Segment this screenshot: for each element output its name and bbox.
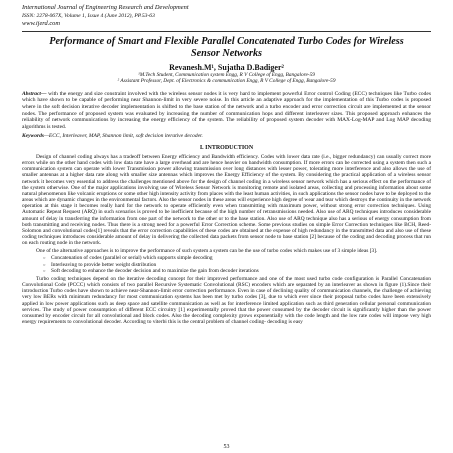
abstract-text: with the energy and size constraint involved with the wireless sensor nodes it is very hard to implement powerful Error control Coding (ECC) techniques like Turbo codes which have shown to be capable of performing near Shannon-limit in very severe noise. In this article an adaptive approach for the implementation of this Turbo codes is proposed where in the soft decision iterative decoder implementation is shifted to the base station of the network and a turbo encoder and error correction circuit are implemented at the sensor nodes. The performance of proposed system was evaluated by increasing the number of communication hops and different interleaver sizes. This proposed approach enhances the reliability of network communications by increasing the energy efficiency of the system. The reliability of proposed system decoder with MAX-Log-MAP and Log MAP decoding algorithms is tested. — [22, 90, 431, 130]
paper-title: Performance of Smart and Flexible Parallel Concatenated Turbo Codes for Wireless Sensor Networks — [49, 36, 404, 59]
list-item: ○ Interleaving to provide better weight distribution — [52, 262, 431, 268]
intro-paragraph-3: Turbo coding techniques depend on the iterative decoding concept for their improved performance and one of the most used turbo code configuration is Parallel Concatenation Convolutional Code (PCCC) which consists of two parallel Recursive Systematic Convolutional (RSC) encoders which are separated by an interleaver as shown in figure (1).Since their introduction Turbo codes have shown to achieve near-Shannon-limit error correction performance. Even in case of declining quality of communication channels, the challenge of achieving very low BERs with minimum redundancy for most communication systems has been met by turbo codes [3], due to which ever since their proposal turbo codes have been extensively applied in low power applications such as deep space and satellite communication as well as for interference limited application such as third generation cellular personal communication services. The study of power consumption of different ECC circuitry [1] experimentally proved that the power consumed by the decoder circuit is significantly higher than the power consumed by encoder circuit for all convolutional and block codes. Also the decoding complexity grows exponentially with the code length and the low rate codes will impose very high energy requirements to convolutional decoder. According to viterbi this is the central problem of channel coding- decoding is easy — [22, 275, 431, 326]
abstract — [22, 91, 431, 131]
keywords-label: Keywords — [22, 133, 44, 140]
section-heading-introduction: I. INTRODUCTION — [199, 144, 254, 151]
intro-paragraph-1: Design of channel coding always has a tradeoff between Energy efficiency and Bandwidth efficiency. Codes with lower data rate (i.e., bigger redundancy) can usually correct more errors while on the other hand codes with low data rate have a large overhead and are hence heavier on bandwidth consumption. If more errors can be corrected using a system then such a communication system can operate with lower Transmission power allowing transmission over long distances with lesser power, tolerating more interference and also allows the use of smaller antennas at a higher data rate along with smaller size antennas which improves the Energy Efficiency of the system. By considering the practical application of a wireless sensor network it becomes very essential to address the challenges mentioned above for the design of channel coding in a wireless sensor network which has a serious effect on the performance of the system otherwise. One of the major applications involving use of Wireless Sensor Network is monitoring remote and isolated areas, collecting and processing information about some natural phenomenon like volcanic eruptions or some other high intensity activity from places with the least human activities, in such applications the sensor nodes have to be deployed to the areas which are dynamic changes in the environmental factors. Also the sensor nodes in these areas will experience high degree of wear and tear which destroys the continuity in the network operation at this stage it becomes really hard for the network to operate efficiently even when transmitting with maximum power, without strong error correction techniques. Using Automatic Repeat Request (ARQ) in such scenarios is proved to be inefficient because of the high number of retransmissions needed. Also use of ARQ techniques introduces considerable amount of delay in transferring the information from one part of the network to the other or to the base station. Also use of ARQ technique also has a serious of energy consumption from both transmitting and receiving nodes. Thus there is a strong need for a powerful Error Correction scheme. Some previous studies on simple Error Correction techniques like BCH, Reed-Solomon and convolutional codes[1] reveals that the error correction capabilities of these codes are obtained at the expense of high redundancy in the transmitted data and also use of these coding techniques introduces considerable amount of delay in delivering the collected data packets from sensor node to base station [2] because of the coding and decoding process that run on each routing node in the network. — [22, 153, 431, 247]
page-number: 53 — [223, 444, 230, 450]
journal-issn: ISSN: 2278-067X, Volume 1, Issue 4 (June 2012), PP.53-63 — [22, 13, 155, 19]
intro-paragraph-2: One of the alternative approaches is to improve the performance of such system a system can be the use of turbo codes which makes use of 3 simple ideas [3]. — [36, 248, 378, 255]
list-item: ○ Concatenation of codes (parallel or serial) which supports simple decoding — [52, 255, 431, 261]
journal-name: International Journal of Engineering Research and Development — [22, 4, 189, 11]
header-rule — [22, 31, 431, 32]
keywords — [22, 133, 431, 140]
abstract-label: Abstract— — [22, 90, 47, 97]
affiliation-1: ¹M.Tech Student, Communication system Engg, R V College of Engg, Bangalore-59 — [138, 72, 315, 78]
turbo-ideas-list — [52, 255, 431, 273]
affiliation-2: ² Assistant Professor, Dept. of Electronics & communication Engg, R V College of Engg, Bangalore-59 — [117, 78, 336, 85]
journal-header — [22, 4, 431, 28]
journal-url[interactable]: www.ijerd.com — [22, 20, 60, 27]
keywords-text: —ECC, Interleaver, MAP, Shannon limit, soft decision iterative decoder. — [44, 133, 203, 140]
author-list: Revanesh.M¹, Sujatha D.Badiger² — [169, 63, 284, 72]
list-item: ○ Soft decoding to enhance the decoder decision and to maximize the gain from decoder iterations — [52, 268, 431, 274]
